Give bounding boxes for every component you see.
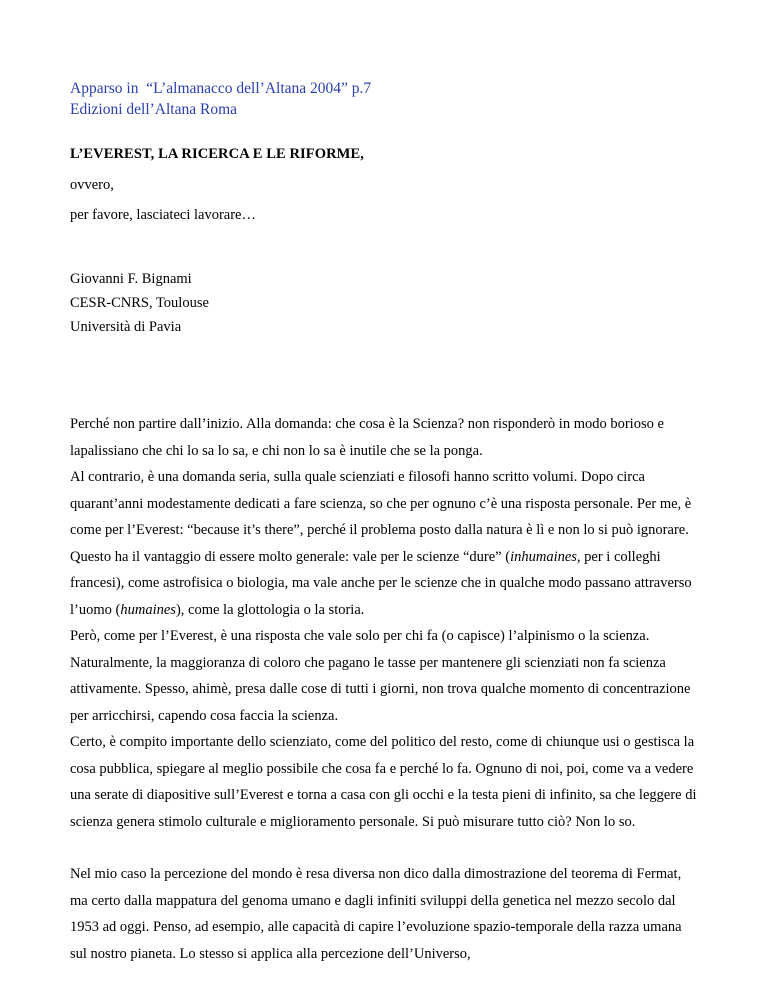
document-subtitle-1: ovvero, <box>70 177 114 193</box>
body-paragraph: Certo, è compito importante dello scienziato, come del politico del resto, come di chiunque usi o gestisca la cosa pubblica, spiegare al meglio possibile che cosa fa e perché lo fa. Ognuno di noi, poi, come va a vedere una serate di diapositive sull’Everest e torna a casa con gli occhi e la testa pieni di infinito, sa che leggere di scienza genera stimolo culturale e miglioramento personale. Si può misurare tutto ciò? Non lo so. <box>70 734 697 830</box>
document-title: L’EVEREST, LA RICERCA E LE RIFORME, <box>70 146 364 162</box>
author-block <box>70 267 698 339</box>
publication-header <box>70 78 698 120</box>
spacer-before-body <box>70 339 698 411</box>
body-paragraph: Nel mio caso la percezione del mondo è resa diversa non dico dalla dimostrazione del teorema di Fermat, ma certo dalla mappatura del genoma umano e dagli infiniti sviluppi della genetica nel mezzo secolo dal 1953 ad oggi. Penso, ad esempio, alle capacità di capire l’evoluzione spazio-temporale della razza umana sul nostro pianeta. Lo stesso si applica alla percezione dell’Universo, <box>70 866 682 962</box>
author-affiliation-2: Università di Pavia <box>70 319 182 335</box>
body-paragraph: Al contrario, è una domanda seria, sulla quale scienziati e filosofi hanno scritto volumi. Dopo circa quarant’anni modestamente dedicati a fare scienza, so che per ognuno c’è una risposta personale. Per me, è come per l’Everest: “because it’s there”, perché il problema posto dalla natura è lì e non lo si può ignorare. Questo ha il vantaggio di essere molto generale: vale per le scienze “dure” (inhumaines, per i colleghi francesi), come astrofisica o biologia, ma vale anche per le scienze che in qualche modo passano attraverso l’uomo (humaines), come la glottologia o la storia. <box>70 469 692 618</box>
publication-line-1: Apparso in “L’almanacco dell’Altana 2004” p.7 <box>70 80 372 97</box>
body-paragraph: Però, come per l’Everest, è una risposta che vale solo per chi fa (o capisce) l’alpinismo o la scienza. Naturalmente, la maggioranza di coloro che pagano le tasse per mantenere gli scienziati non fa scienza attivamente. Spesso, ahimè, presa dalle cose di tutti i giorni, non trova qualche momento di concentrazione per arricchirsi, capendo cosa faccia la scienza. <box>70 628 691 724</box>
body-paragraph: Perché non partire dall’inizio. Alla domanda: che cosa è la Scienza? non risponderò in modo borioso e lapalissiano che chi lo sa lo sa, e chi non lo sa è inutile che se la ponga. <box>70 416 664 459</box>
document-subtitle-2: per favore, lasciateci lavorare… <box>70 207 256 223</box>
paragraph-gap <box>70 835 698 861</box>
spacer-after-subtitle <box>70 237 698 267</box>
author-affiliation-1: CESR-CNRS, Toulouse <box>70 295 209 311</box>
publication-line-2: Edizioni dell’Altana Roma <box>70 101 238 118</box>
author-name: Giovanni F. Bignami <box>70 271 192 287</box>
